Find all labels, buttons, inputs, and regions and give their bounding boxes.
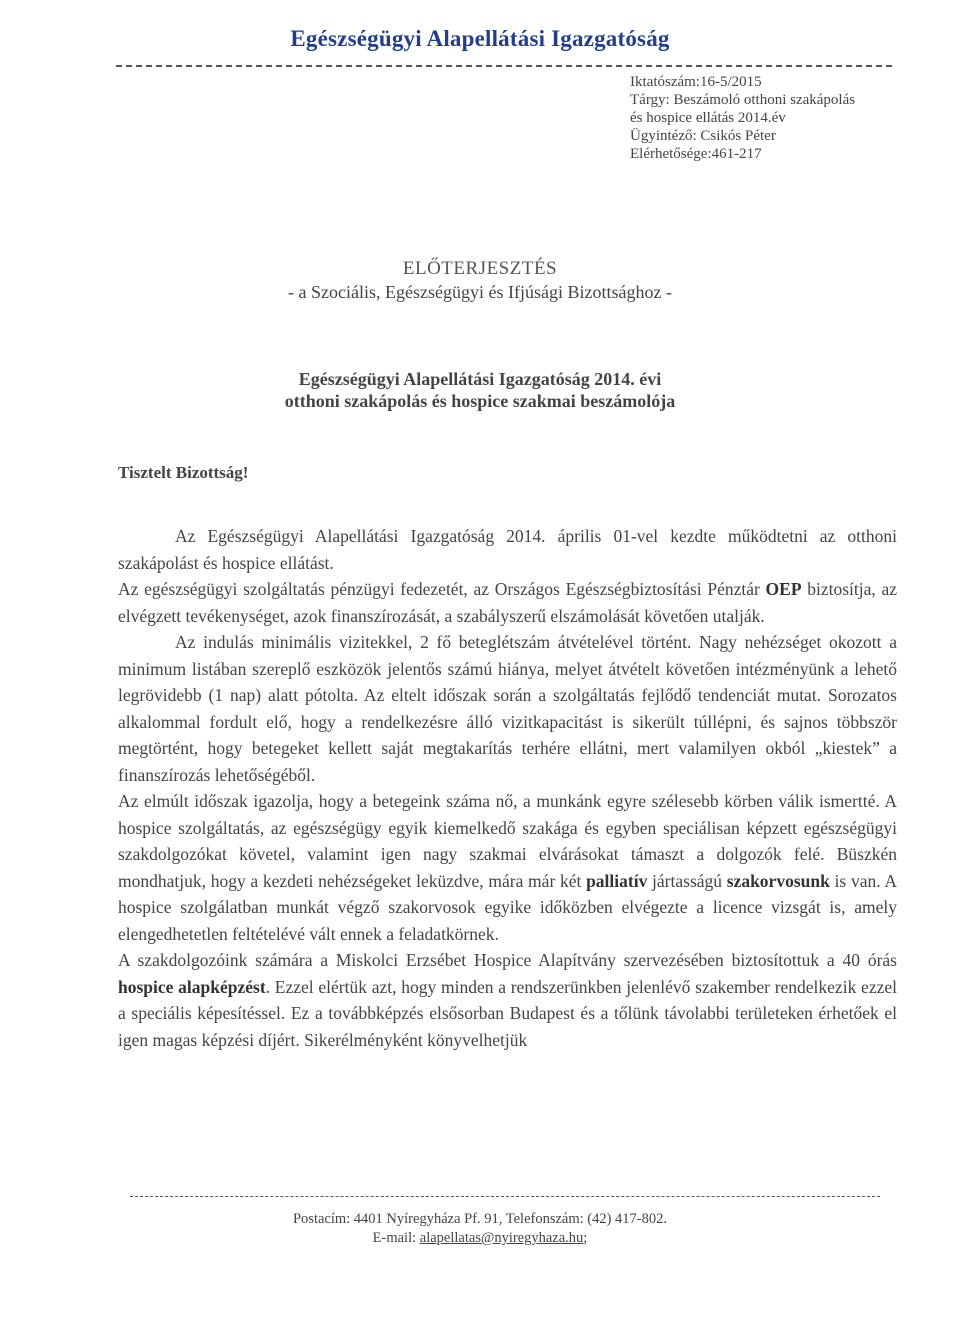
footer	[0, 1210, 960, 1248]
paragraph-4	[118, 788, 897, 947]
report-subject-line-1: Egészségügyi Alapellátási Igazgatóság 2014. évi	[298, 369, 662, 389]
subject-line-1: Tárgy: Beszámoló otthoni szakápolás	[630, 92, 856, 108]
email-suffix: ;	[583, 1230, 588, 1246]
body-text	[118, 523, 897, 1053]
report-subject-line-2: otthoni szakápolás és hospice szakmai beszámolója	[284, 391, 676, 411]
header-divider	[116, 65, 892, 67]
postal-address: Postacím: 4401 Nyíregyháza Pf. 91, Telefonszám: (42) 417-802.	[292, 1211, 668, 1227]
document-meta	[630, 73, 890, 163]
paragraph-2-bold: OEP	[765, 579, 802, 599]
paragraph-4-text-mid: jártasságú	[647, 870, 727, 891]
paragraph-1: Az Egészségügyi Alapellátási Igazgatóság 2014. április 01-vel kezdte működtetni az otthoni szakápolást és hospice ellátást.	[118, 526, 897, 573]
subject-line-2: és hospice ellátás 2014.év	[630, 110, 786, 126]
paragraph-5-text-end: . Ezzel elértük azt, hogy minden a rendszerünkben jelenlévő szakember rendelkezik ezzel a speciális képesítéssel. Ez a továbbképzés elsősorban Budapest és a tőlünk távolabbi területeken érhetőek el igen magas képzési díjért. Sikerélményként könyvelhetjük	[118, 976, 897, 1050]
email-link[interactable]: alapellatas@nyiregyhaza.hu	[419, 1230, 584, 1246]
report-subject	[0, 368, 960, 412]
paragraph-5-text: A szakdolgozóink számára a Miskolci Erzsébet Hospice Alapítvány szervezésében biztosítottuk a 40 órás	[118, 950, 897, 970]
salutation: Tisztelt Bizottság!	[118, 463, 249, 482]
paragraph-5	[118, 947, 897, 1053]
email-label: E-mail:	[372, 1230, 420, 1246]
paragraph-2-text-end: biztosítja, az elvégzett tevékenységet, azok finanszírozását, a szabályszerű elszámolását követően utalják.	[118, 579, 897, 626]
paragraph-3: Az indulás minimális vizitekkel, 2 fő beteglétszám átvételével történt. Nagy nehézséget okozott a minimum listában szereplő eszközök jelentős számú hiánya, melyet átvételt követően intézményünk a lehető legrövidebb (1 nap) alatt pótolta. Az eltelt időszak során a szolgáltatás fejlődő tendenciát mutat. Sorozatos alkalommal fordult elő, hogy a rendelkezésre álló vizitkapacitást is sikerült túllépni, és sajnos többször megtörtént, hogy betegeket kellett saját megtakarítás terhére ellátni, mert valamilyen okból „kiestek” a finanszírozás lehetőségéből.	[118, 632, 897, 785]
paragraph-4-bold-1: palliatív	[586, 870, 648, 891]
paragraph-4-text: Az elmúlt időszak igazolja, hogy a betegeink száma nő, a munkánk egyre szélesebb körben válik ismertté. A hospice szolgáltatás, az egészségügy egyik kiemelkedő szakága és egyben speciálisan képzett egészségügyi szakdolgozókat követel, valamint igen nagy szakmai elvárásokat támaszt a dolgozók felé. Büszkén mondhatjuk, hogy a kezdeti nehézségeket leküzdve, mára már két	[118, 791, 897, 891]
paragraph-4-bold-2: szakorvosunk	[726, 870, 830, 891]
paragraph-5-bold: hospice alapképzést	[118, 976, 266, 997]
organization-title: Egészségügyi Alapellátási Igazgatóság	[290, 26, 670, 51]
email-line	[0, 1229, 960, 1248]
footer-divider	[130, 1196, 880, 1197]
paragraph-2	[118, 576, 897, 629]
document-recipient: - a Szociális, Egészségügyi és Ifjúsági Bizottsághoz -	[288, 282, 672, 302]
document-type: ELŐTERJESZTÉS	[402, 258, 558, 279]
contact-number: Elérhetősége:461-217	[630, 146, 762, 162]
case-officer: Ügyintéző: Csikós Péter	[630, 128, 776, 144]
paragraph-2-text: Az egészségügyi szolgáltatás pénzügyi fedezetét, az Országos Egészségbiztosítási Pénztár	[118, 579, 766, 599]
paragraph-4-text-end: is van. A hospice szolgálatban munkát végző szakorvosok egyike időközben elvégezte a licence vizsgát is, amely elengedhetetlen feltételévé vált ennek a feladatkörnek.	[118, 870, 897, 944]
registration-number: Iktatószám:16-5/2015	[630, 74, 762, 90]
